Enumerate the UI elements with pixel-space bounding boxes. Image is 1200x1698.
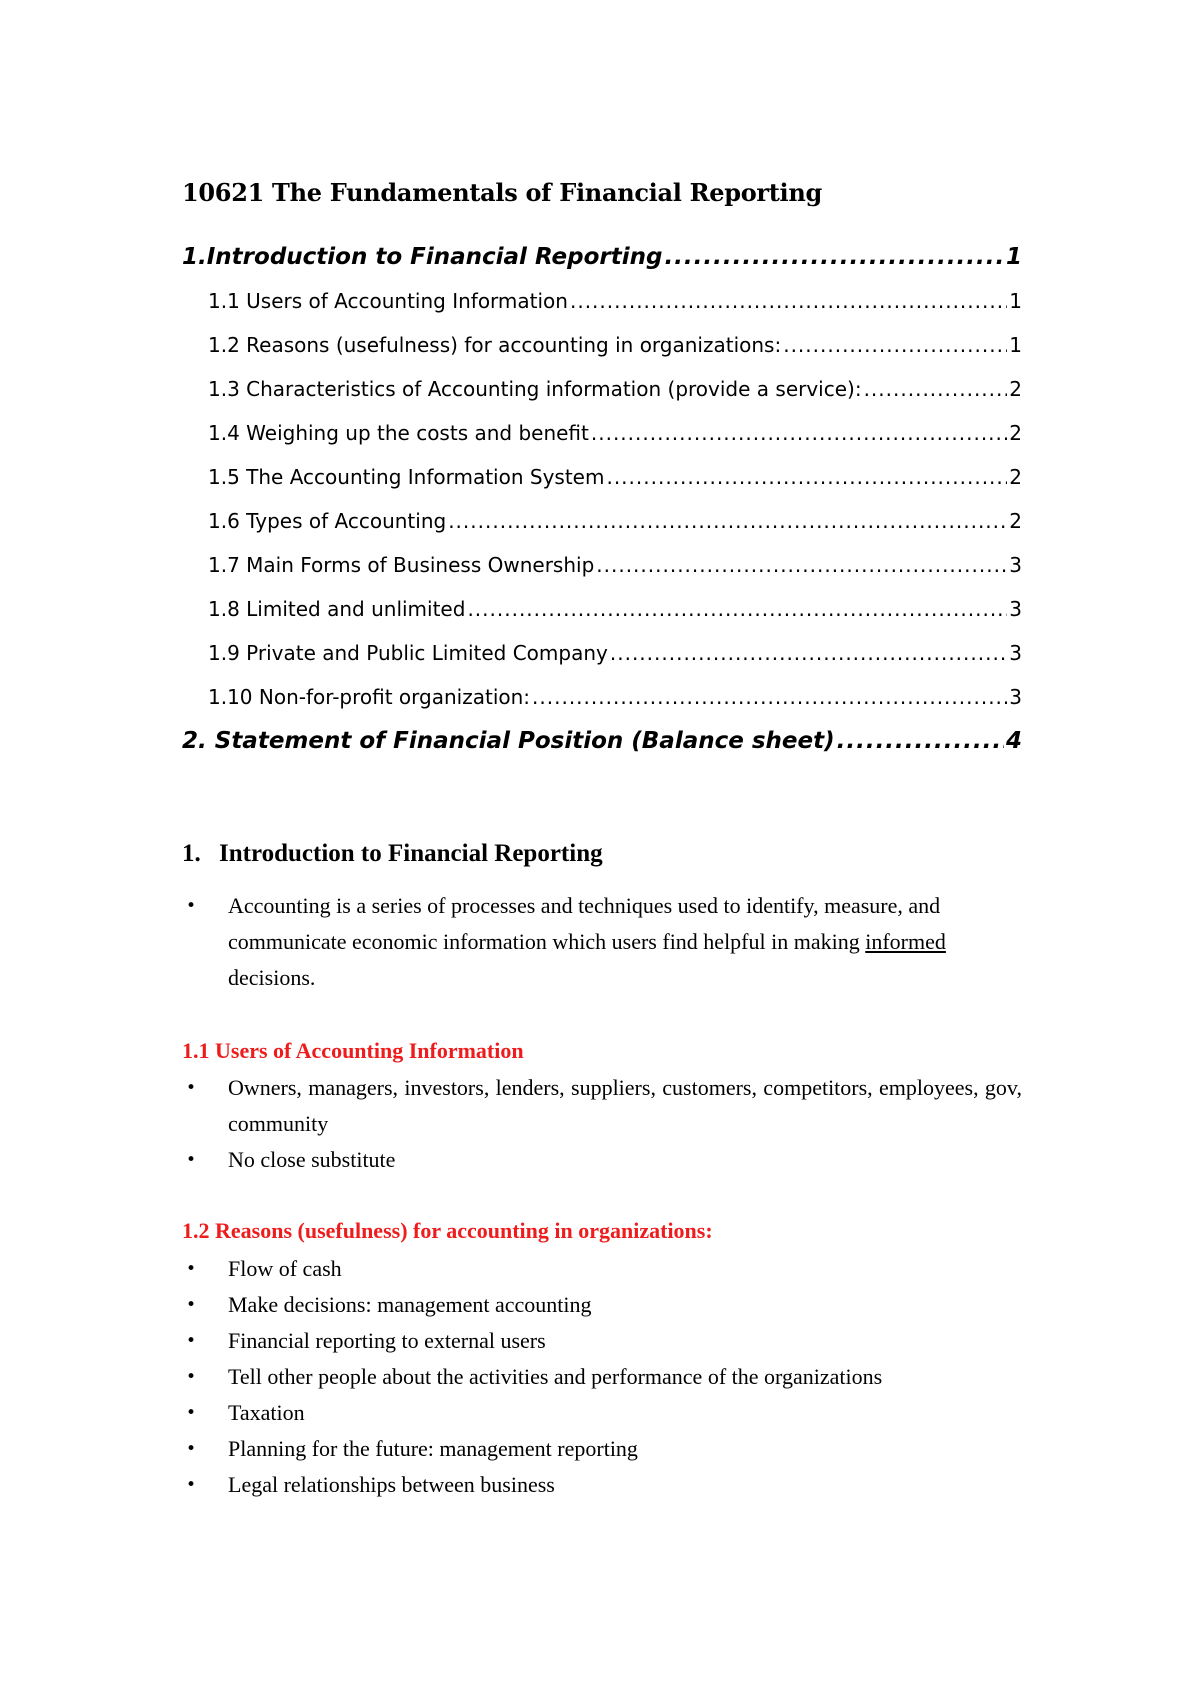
toc-entry-2[interactable] bbox=[182, 728, 1022, 754]
toc-entry-page: 3 bbox=[1009, 685, 1022, 709]
bullet-icon: • bbox=[186, 1475, 197, 1495]
toc-leader-dots bbox=[467, 597, 1007, 621]
toc-entry-page: 2 bbox=[1009, 377, 1022, 401]
toc-entry-page: 1 bbox=[1009, 289, 1022, 313]
toc-entry-label: 1.2 Reasons (usefulness) for accounting in organizations: bbox=[208, 333, 782, 357]
toc-leader-dots bbox=[532, 685, 1007, 709]
toc-entry-page: 2 bbox=[1009, 465, 1022, 489]
toc-entry-page: 3 bbox=[1009, 553, 1022, 577]
toc-leader-dots bbox=[606, 465, 1007, 489]
bullet-icon: • bbox=[186, 1439, 197, 1459]
toc-entry-label: 1.1 Users of Accounting Information bbox=[208, 289, 568, 313]
toc-entry-label: 1.4 Weighing up the costs and benefit bbox=[208, 421, 589, 445]
list-item-text: Planning for the future: management reporting bbox=[228, 1436, 638, 1461]
toc-entry-1-7[interactable] bbox=[208, 553, 1022, 577]
toc-entry-label: 1.9 Private and Public Limited Company bbox=[208, 641, 608, 665]
intro-text: Accounting is a series of processes and techniques used to identify, measure, and communicate economic information which users find helpful in making bbox=[228, 893, 941, 954]
toc-leader-dots bbox=[448, 509, 1007, 533]
list-item-text: Flow of cash bbox=[228, 1256, 342, 1281]
toc-leader-dots bbox=[864, 377, 1008, 401]
toc-entry-page: 1 bbox=[1005, 244, 1022, 270]
toc-leader-dots bbox=[664, 244, 1004, 270]
bullet-icon: • bbox=[186, 1403, 197, 1423]
list-item bbox=[182, 1467, 1022, 1503]
toc-entry-label: 1.8 Limited and unlimited bbox=[208, 597, 466, 621]
toc-entry-1-5[interactable] bbox=[208, 465, 1022, 489]
bullet-icon: • bbox=[186, 1259, 197, 1279]
section-1-intro-list bbox=[182, 888, 1022, 996]
section-number: 1. bbox=[182, 840, 201, 867]
section-1-2-heading: 1.2 Reasons (usefulness) for accounting in organizations: bbox=[182, 1218, 713, 1243]
underlined-word: informed bbox=[865, 929, 946, 954]
toc-entry-1-10[interactable] bbox=[208, 685, 1022, 709]
list-item bbox=[182, 1431, 1022, 1467]
list-item bbox=[182, 1359, 1022, 1395]
toc-leader-dots bbox=[591, 421, 1007, 445]
list-item bbox=[182, 1142, 1022, 1178]
list-item-text: Tell other people about the activities and performance of the organizations bbox=[228, 1364, 883, 1389]
list-item-text: No close substitute bbox=[228, 1147, 396, 1172]
bullet-icon: • bbox=[186, 1331, 197, 1351]
section-title: Introduction to Financial Reporting bbox=[219, 840, 603, 867]
section-1-2-list bbox=[182, 1251, 1022, 1503]
section-1-1-list bbox=[182, 1070, 1022, 1178]
list-item bbox=[182, 1395, 1022, 1431]
toc-leader-dots bbox=[783, 333, 1007, 357]
toc-entry-label: 1.6 Types of Accounting bbox=[208, 509, 447, 533]
bullet-icon: • bbox=[186, 1367, 197, 1387]
bullet-icon: • bbox=[186, 1150, 197, 1170]
toc-entry-1-3[interactable] bbox=[208, 377, 1022, 401]
list-item-text: Taxation bbox=[228, 1400, 305, 1425]
intro-text-end: decisions. bbox=[228, 965, 316, 990]
toc-entry-page: 3 bbox=[1009, 597, 1022, 621]
list-item-text: Make decisions: management accounting bbox=[228, 1292, 592, 1317]
toc-leader-dots bbox=[596, 553, 1007, 577]
bullet-icon: • bbox=[186, 1295, 197, 1315]
toc-leader-dots bbox=[610, 641, 1007, 665]
toc-entry-1-4[interactable] bbox=[208, 421, 1022, 445]
toc-entry-page: 4 bbox=[1005, 728, 1022, 754]
list-item bbox=[182, 1287, 1022, 1323]
bullet-icon: • bbox=[186, 896, 197, 916]
toc-entry-label: 1.10 Non-for-profit organization: bbox=[208, 685, 531, 709]
list-item-text: Legal relationships between business bbox=[228, 1472, 555, 1497]
toc-leader-dots bbox=[570, 289, 1007, 313]
section-1-heading bbox=[182, 840, 603, 868]
toc-entry-label: 1.5 The Accounting Information System bbox=[208, 465, 605, 489]
toc-entry-1-6[interactable] bbox=[208, 509, 1022, 533]
list-item bbox=[182, 1070, 1022, 1142]
section-1-1-heading: 1.1 Users of Accounting Information bbox=[182, 1038, 524, 1063]
list-item bbox=[182, 1251, 1022, 1287]
list-item bbox=[182, 888, 1022, 996]
document-title: 10621 The Fundamentals of Financial Reporting bbox=[182, 178, 822, 207]
toc-entry-page: 3 bbox=[1009, 641, 1022, 665]
toc-entry-1[interactable] bbox=[182, 244, 1022, 270]
list-item-text: Owners, managers, investors, lenders, suppliers, customers, competitors, employees, gov, community bbox=[228, 1075, 1022, 1136]
toc-entry-page: 2 bbox=[1009, 509, 1022, 533]
toc-entry-label: Statement of Financial Position (Balance sheet) bbox=[214, 728, 835, 754]
toc-entry-number: 2. bbox=[182, 728, 207, 754]
toc-entry-1-1[interactable] bbox=[208, 289, 1022, 313]
toc-entry-label: Introduction to Financial Reporting bbox=[206, 244, 663, 270]
toc-entry-page: 1 bbox=[1009, 333, 1022, 357]
list-item bbox=[182, 1323, 1022, 1359]
toc-leader-dots bbox=[837, 728, 1004, 754]
toc-entry-1-2[interactable] bbox=[208, 333, 1022, 357]
toc-entry-label: 1.7 Main Forms of Business Ownership bbox=[208, 553, 595, 577]
toc-entry-page: 2 bbox=[1009, 421, 1022, 445]
toc-entry-1-8[interactable] bbox=[208, 597, 1022, 621]
toc-entry-1-9[interactable] bbox=[208, 641, 1022, 665]
toc-entry-label: 1.3 Characteristics of Accounting information (provide a service): bbox=[208, 377, 862, 401]
bullet-icon: • bbox=[186, 1078, 197, 1098]
list-item-text: Financial reporting to external users bbox=[228, 1328, 546, 1353]
toc-entry-number: 1. bbox=[182, 244, 207, 270]
